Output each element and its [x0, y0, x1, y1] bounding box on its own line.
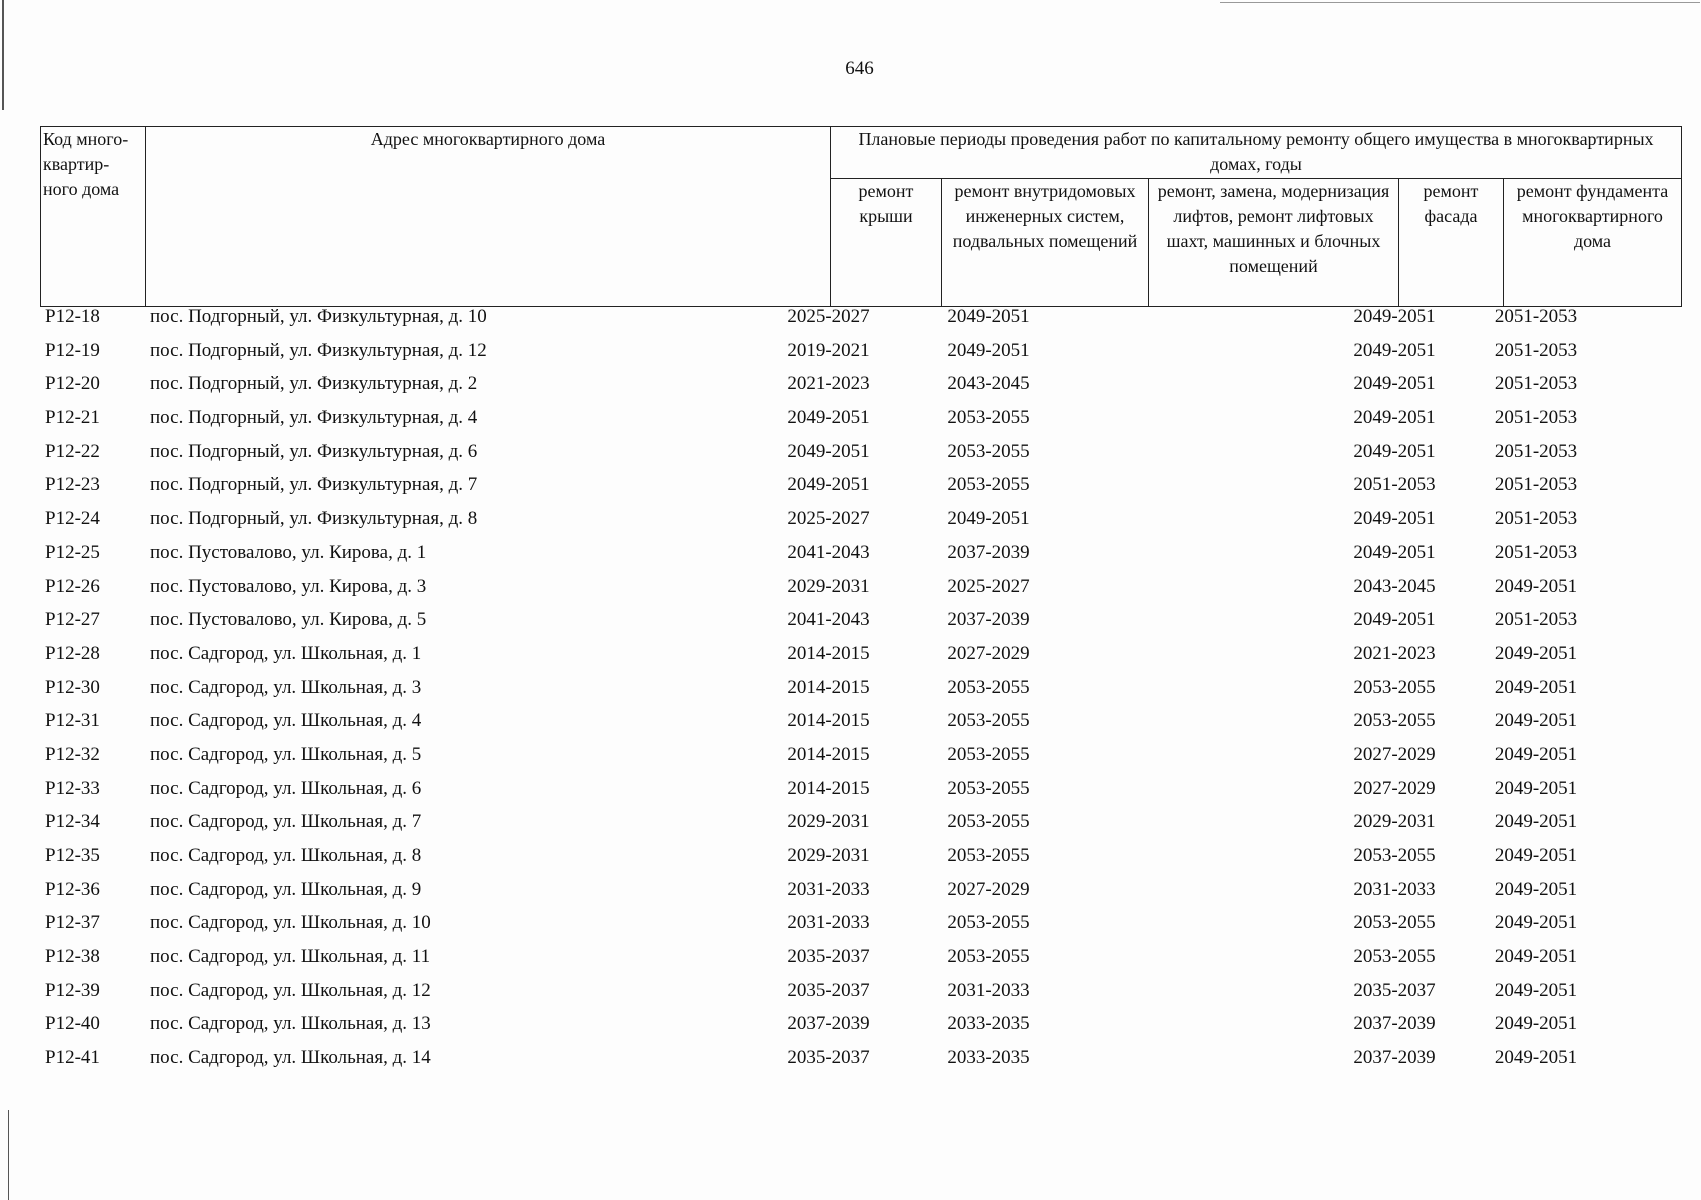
- row-facade-period: 2053-2055: [1353, 845, 1436, 866]
- row-facade-period: 2021-2023: [1353, 642, 1436, 664]
- page-number: 646: [845, 58, 874, 79]
- row-address: пос. Садгород, ул. Школьная, д. 6: [150, 777, 422, 799]
- table-header: [40, 126, 1682, 307]
- row-code: P12-20: [45, 373, 100, 395]
- row-foundation-period: 2049-2051: [1494, 811, 1578, 833]
- row-code: P12-18: [45, 306, 100, 327]
- header-facade: ремонт фасада: [1399, 179, 1504, 307]
- row-address: пос. Подгорный, ул. Физкультурная, д. 6: [150, 440, 478, 462]
- row-facade-period: 2051-2053: [1353, 474, 1436, 496]
- row-address: пос. Садгород, ул. Школьная, д. 10: [150, 912, 431, 934]
- row-foundation-period: 2049-2051: [1494, 777, 1578, 799]
- row-code: P12-35: [45, 845, 100, 866]
- row-code: P12-24: [45, 508, 100, 530]
- table-row: [40, 744, 1680, 778]
- header-elevators: ремонт, замена, модернизация лифтов, ремонт лифтовых шахт, машинных и блочных помещений: [1149, 179, 1399, 307]
- row-address: пос. Садгород, ул. Школьная, д. 5: [150, 743, 422, 765]
- row-foundation-period: 2049-2051: [1494, 946, 1578, 968]
- row-engineering-period: 2037-2039: [947, 541, 1030, 563]
- row-address: пос. Садгород, ул. Школьная, д. 14: [150, 1047, 431, 1069]
- row-facade-period: 2031-2033: [1353, 878, 1436, 900]
- table-row: [40, 1013, 1680, 1047]
- row-foundation-period: 2051-2053: [1494, 440, 1578, 462]
- table-row: [40, 474, 1680, 508]
- row-facade-period: 2043-2045: [1353, 575, 1436, 597]
- row-engineering-period: 2053-2055: [947, 710, 1030, 732]
- table-row: [40, 710, 1680, 744]
- row-roof-period: 2014-2015: [787, 743, 870, 765]
- row-code: P12-36: [45, 878, 100, 900]
- row-roof-period: 2037-2039: [787, 1013, 870, 1035]
- table-row: [40, 643, 1680, 677]
- row-facade-period: 2053-2055: [1353, 946, 1436, 968]
- table-row: [40, 373, 1680, 407]
- row-roof-period: 2029-2031: [787, 811, 870, 833]
- row-foundation-period: 2049-2051: [1494, 710, 1578, 732]
- row-foundation-period: 2051-2053: [1494, 508, 1578, 530]
- row-address: пос. Садгород, ул. Школьная, д. 1: [150, 642, 422, 664]
- table-row: [40, 542, 1680, 576]
- header-foundation: ремонт фундамента многоквартирного дома: [1504, 179, 1682, 307]
- row-address: пос. Подгорный, ул. Физкультурная, д. 4: [150, 407, 478, 429]
- row-roof-period: 2019-2021: [787, 339, 870, 361]
- row-address: пос. Пустовалово, ул. Кирова, д. 1: [150, 541, 427, 563]
- row-address: пос. Пустовалово, ул. Кирова, д. 5: [150, 609, 427, 631]
- row-foundation-period: 2051-2053: [1494, 407, 1578, 429]
- row-address: пос. Садгород, ул. Школьная, д. 11: [150, 946, 431, 968]
- table-row: [40, 508, 1680, 542]
- row-engineering-period: 2031-2033: [947, 979, 1030, 1001]
- row-address: пос. Подгорный, ул. Физкультурная, д. 8: [150, 508, 478, 530]
- row-address: пос. Садгород, ул. Школьная, д. 9: [150, 878, 422, 900]
- row-roof-period: 2014-2015: [787, 710, 870, 732]
- row-code: P12-19: [45, 339, 100, 361]
- row-engineering-period: 2037-2039: [947, 609, 1030, 631]
- row-roof-period: 2021-2023: [787, 373, 870, 395]
- row-engineering-period: 2027-2029: [947, 878, 1030, 900]
- row-facade-period: 2049-2051: [1353, 407, 1436, 429]
- row-address: пос. Подгорный, ул. Физкультурная, д. 12: [150, 339, 487, 361]
- row-code: P12-39: [45, 979, 100, 1001]
- row-code: P12-38: [45, 946, 100, 968]
- row-facade-period: 2053-2055: [1353, 676, 1436, 698]
- row-foundation-period: 2049-2051: [1494, 1013, 1578, 1035]
- table-row: [40, 845, 1680, 879]
- scan-edge-top-right: [1220, 2, 1700, 3]
- row-foundation-period: 2049-2051: [1494, 979, 1578, 1001]
- row-foundation-period: 2049-2051: [1494, 642, 1578, 664]
- row-facade-period: 2053-2055: [1353, 710, 1436, 732]
- table-row: [40, 407, 1680, 441]
- row-address: пос. Подгорный, ул. Физкультурная, д. 7: [150, 474, 478, 496]
- row-foundation-period: 2051-2053: [1494, 373, 1578, 395]
- row-code: P12-27: [45, 609, 100, 631]
- row-code: P12-32: [45, 743, 100, 765]
- row-facade-period: 2027-2029: [1353, 777, 1436, 799]
- table-row: [40, 441, 1680, 475]
- row-roof-period: 2014-2015: [787, 777, 870, 799]
- row-code: P12-41: [45, 1047, 100, 1069]
- row-foundation-period: 2049-2051: [1494, 676, 1578, 698]
- row-engineering-period: 2053-2055: [947, 474, 1030, 496]
- row-foundation-period: 2049-2051: [1494, 1047, 1578, 1069]
- header-engineering: ремонт внутридомовых инженерных систем, подвальных помещений: [942, 179, 1149, 307]
- row-engineering-period: 2053-2055: [947, 777, 1030, 799]
- row-address: пос. Садгород, ул. Школьная, д. 12: [150, 979, 431, 1001]
- row-roof-period: 2041-2043: [787, 609, 870, 631]
- row-facade-period: 2049-2051: [1353, 541, 1436, 563]
- table-body: [40, 306, 1680, 1081]
- row-engineering-period: 2053-2055: [947, 407, 1030, 429]
- row-roof-period: 2035-2037: [787, 946, 870, 968]
- row-facade-period: 2049-2051: [1353, 339, 1436, 361]
- row-engineering-period: 2053-2055: [947, 811, 1030, 833]
- row-roof-period: 2035-2037: [787, 1047, 870, 1069]
- table-row: [40, 946, 1680, 980]
- row-facade-period: 2049-2051: [1353, 373, 1436, 395]
- row-facade-period: 2049-2051: [1353, 508, 1436, 530]
- row-code: P12-33: [45, 777, 100, 799]
- row-facade-period: 2029-2031: [1353, 811, 1436, 833]
- row-roof-period: 2031-2033: [787, 912, 870, 934]
- scan-edge-left-bottom: [8, 1110, 9, 1200]
- row-code: P12-26: [45, 575, 100, 597]
- row-roof-period: 2041-2043: [787, 541, 870, 563]
- row-code: P12-40: [45, 1013, 100, 1035]
- row-roof-period: 2029-2031: [787, 575, 870, 597]
- row-roof-period: 2014-2015: [787, 642, 870, 664]
- row-engineering-period: 2049-2051: [947, 508, 1030, 530]
- row-engineering-period: 2025-2027: [947, 575, 1030, 597]
- row-engineering-period: 2033-2035: [947, 1047, 1030, 1069]
- row-engineering-period: 2053-2055: [947, 743, 1030, 765]
- table-row: [40, 609, 1680, 643]
- row-engineering-period: 2049-2051: [947, 339, 1030, 361]
- table-row: [40, 778, 1680, 812]
- table-row: [40, 1047, 1680, 1081]
- row-code: P12-34: [45, 811, 100, 833]
- row-code: P12-22: [45, 440, 100, 462]
- row-address: пос. Подгорный, ул. Физкультурная, д. 2: [150, 373, 478, 395]
- row-facade-period: 2037-2039: [1353, 1013, 1436, 1035]
- row-engineering-period: 2053-2055: [947, 946, 1030, 968]
- row-roof-period: 2025-2027: [787, 508, 870, 530]
- row-code: P12-23: [45, 474, 100, 496]
- row-engineering-period: 2053-2055: [947, 440, 1030, 462]
- row-code: P12-28: [45, 642, 100, 664]
- table-row: [40, 811, 1680, 845]
- row-address: пос. Садгород, ул. Школьная, д. 4: [150, 710, 422, 732]
- row-engineering-period: 2027-2029: [947, 642, 1030, 664]
- scan-edge-left-top: [2, 0, 4, 110]
- row-foundation-period: 2049-2051: [1494, 912, 1578, 934]
- row-code: P12-31: [45, 710, 100, 732]
- row-engineering-period: 2053-2055: [947, 845, 1030, 866]
- row-foundation-period: 2051-2053: [1494, 474, 1578, 496]
- row-foundation-period: 2049-2051: [1494, 878, 1578, 900]
- header-periods: Плановые периоды проведения работ по капитальному ремонту общего имущества в многоквартирных домах, годы: [831, 127, 1682, 179]
- row-code: P12-30: [45, 676, 100, 698]
- row-foundation-period: 2049-2051: [1494, 575, 1578, 597]
- header-code: Код много-квартир-ного дома: [41, 127, 146, 307]
- row-address: пос. Пустовалово, ул. Кирова, д. 3: [150, 575, 427, 597]
- table-row: [40, 576, 1680, 610]
- row-foundation-period: 2049-2051: [1494, 743, 1578, 765]
- row-facade-period: 2037-2039: [1353, 1047, 1436, 1069]
- row-facade-period: 2049-2051: [1353, 440, 1436, 462]
- row-roof-period: 2049-2051: [787, 474, 870, 496]
- table-row: [40, 879, 1680, 913]
- row-facade-period: 2027-2029: [1353, 743, 1436, 765]
- row-foundation-period: 2049-2051: [1494, 845, 1578, 866]
- row-roof-period: 2029-2031: [787, 845, 870, 866]
- row-engineering-period: 2033-2035: [947, 1013, 1030, 1035]
- row-address: пос. Садгород, ул. Школьная, д. 3: [150, 676, 422, 698]
- row-code: P12-25: [45, 541, 100, 563]
- row-facade-period: 2035-2037: [1353, 979, 1436, 1001]
- row-address: пос. Садгород, ул. Школьная, д. 7: [150, 811, 422, 833]
- row-code: P12-37: [45, 912, 100, 934]
- row-facade-period: 2053-2055: [1353, 912, 1436, 934]
- row-foundation-period: 2051-2053: [1494, 541, 1578, 563]
- row-roof-period: 2014-2015: [787, 676, 870, 698]
- row-facade-period: 2049-2051: [1353, 609, 1436, 631]
- row-address: пос. Садгород, ул. Школьная, д. 13: [150, 1013, 431, 1035]
- row-roof-period: 2049-2051: [787, 407, 870, 429]
- row-roof-period: 2025-2027: [787, 306, 870, 327]
- row-roof-period: 2035-2037: [787, 979, 870, 1001]
- row-code: P12-21: [45, 407, 100, 429]
- table-row: [40, 912, 1680, 946]
- header-address: Адрес многоквартирного дома: [146, 127, 831, 307]
- header-roof: ремонт крыши: [831, 179, 942, 307]
- row-foundation-period: 2051-2053: [1494, 339, 1578, 361]
- table-row: [40, 340, 1680, 374]
- table-row: [40, 306, 1680, 340]
- row-foundation-period: 2051-2053: [1494, 609, 1578, 631]
- row-engineering-period: 2053-2055: [947, 676, 1030, 698]
- table-row: [40, 980, 1680, 1014]
- row-roof-period: 2049-2051: [787, 440, 870, 462]
- row-address: пос. Садгород, ул. Школьная, д. 8: [150, 845, 422, 866]
- row-engineering-period: 2053-2055: [947, 912, 1030, 934]
- row-address: пос. Подгорный, ул. Физкультурная, д. 10: [150, 306, 487, 327]
- row-engineering-period: 2049-2051: [947, 306, 1030, 327]
- row-roof-period: 2031-2033: [787, 878, 870, 900]
- row-engineering-period: 2043-2045: [947, 373, 1030, 395]
- row-facade-period: 2049-2051: [1353, 306, 1436, 327]
- table-row: [40, 677, 1680, 711]
- row-foundation-period: 2051-2053: [1494, 306, 1578, 327]
